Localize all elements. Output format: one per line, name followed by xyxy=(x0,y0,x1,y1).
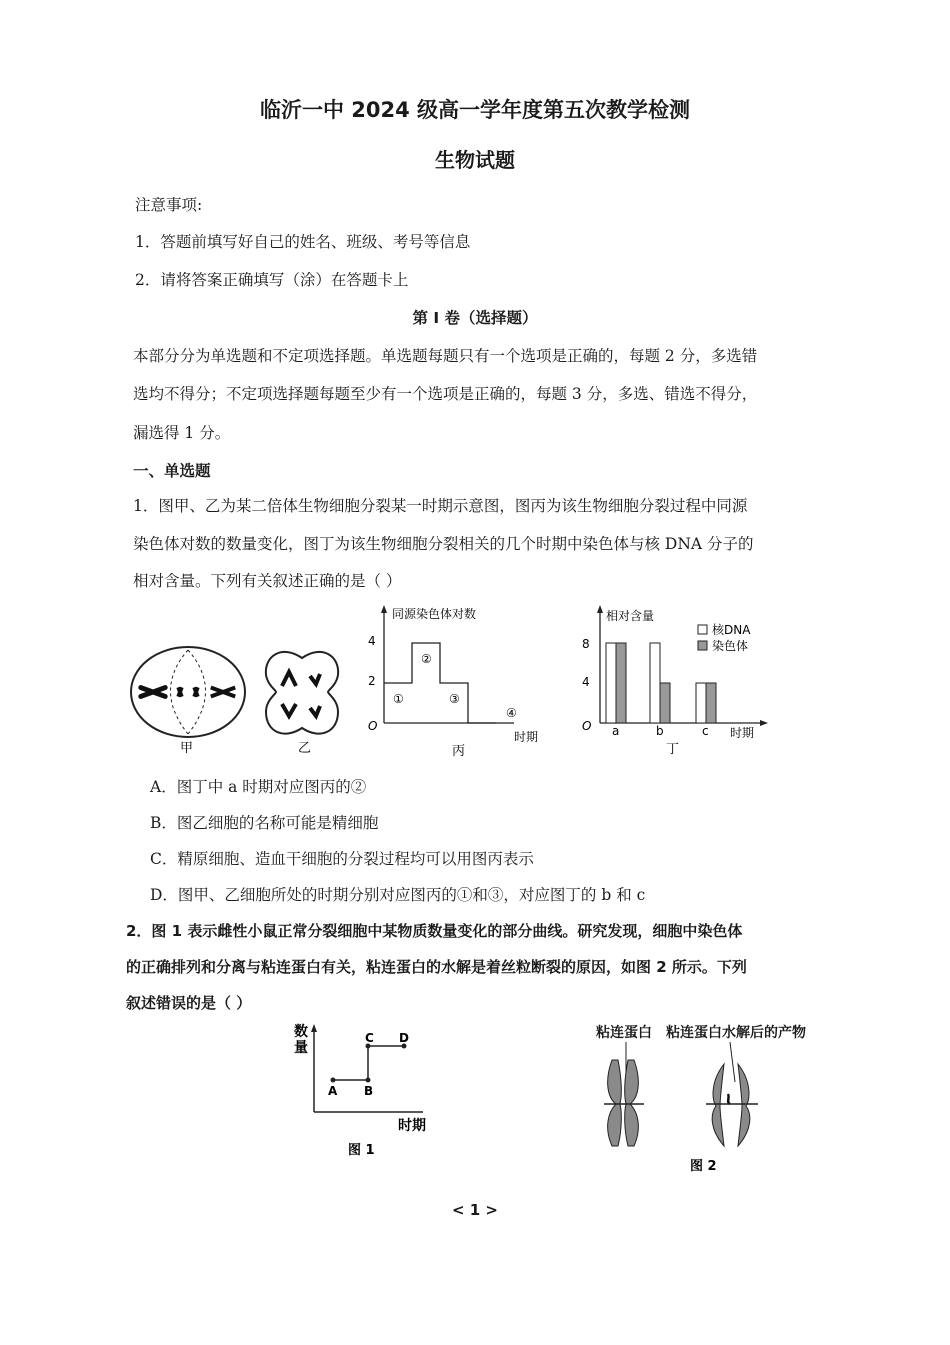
bing-stage-1: ① xyxy=(393,692,404,706)
bing-series-line xyxy=(384,643,496,723)
bing-title: 同源染色体对数 xyxy=(392,607,477,621)
section-title: 第 I 卷（选择题） xyxy=(412,309,538,327)
section-desc-2: 选均不得分；不定项选择题每题至少有一个选项是正确的，每题 3 分，多选、错选不得分， xyxy=(133,385,758,403)
fig2-pointer-right xyxy=(730,1042,735,1082)
fig2-chromatid-left-b xyxy=(625,1060,639,1146)
ding-bar-a-chromosome xyxy=(616,643,626,723)
q2-stem-2: 的正确排列和分离与粘连蛋白有关，粘连蛋白的水解是着丝粒断裂的原因，如图 2 所示。下列 xyxy=(126,958,747,976)
q2-stem-1: 2．图 1 表示雌性小鼠正常分裂细胞中某物质数量变化的部分曲线。研究发现，细胞中染色体 xyxy=(126,922,743,940)
bing-stage-2: ② xyxy=(421,652,432,666)
fig1-label-b: B xyxy=(364,1084,374,1098)
ding-bar-c-chromosome xyxy=(706,683,716,723)
figure-jia-label: 甲 xyxy=(180,741,194,756)
ding-category-c: c xyxy=(702,724,709,738)
ding-category-a: a xyxy=(612,724,620,738)
fig2-caption: 图 2 xyxy=(690,1159,717,1174)
bing-y-arrow xyxy=(381,605,387,613)
fig2-chromatid-right-a xyxy=(712,1064,724,1146)
ding-title: 相对含量 xyxy=(606,609,655,623)
fig2-hydrolysis-product xyxy=(728,1094,730,1104)
figure-bing-chart xyxy=(362,603,562,763)
fig2-chromatid-right-b xyxy=(738,1064,750,1146)
q2-stem-3: 叙述错误的是（ ） xyxy=(126,994,252,1012)
ding-bar-c-dna xyxy=(696,683,706,723)
q1-stem-1: 1．图甲、乙为某二倍体生物细胞分裂某一时期示意图，图丙为该生物细胞分裂过程中同源 xyxy=(133,497,748,515)
fig1-label-c: C xyxy=(365,1031,374,1045)
legend-label-dna: 核DNA xyxy=(712,623,751,637)
ding-ytick-8: 8 xyxy=(582,637,590,651)
ding-y-arrow xyxy=(597,605,603,613)
q1-stem-3: 相对含量。下列有关叙述正确的是（ ） xyxy=(133,572,402,590)
section-desc-3: 漏选得 1 分。 xyxy=(133,424,231,442)
fig2-chromatid-left-a xyxy=(608,1060,622,1146)
ding-origin: O xyxy=(582,719,592,733)
fig1-caption: 图 1 xyxy=(348,1143,375,1158)
bing-stage-3: ③ xyxy=(449,692,460,706)
exam-subtitle: 生物试题 xyxy=(435,148,515,172)
fig1-ylabel-1: 数 xyxy=(294,1024,308,1040)
fig1-ylabel-2: 量 xyxy=(294,1040,308,1056)
figure-yi-label: 乙 xyxy=(298,741,312,756)
ding-ytick-4: 4 xyxy=(582,675,590,689)
figure-ding-label: 丁 xyxy=(666,742,680,757)
ding-bar-b-chromosome xyxy=(660,683,670,723)
part-heading: 一、单选题 xyxy=(133,462,211,480)
fig1-point-b xyxy=(366,1078,371,1083)
bing-stage-4: ④ xyxy=(506,706,517,720)
ding-bar-b-dna xyxy=(650,643,660,723)
legend-swatch-dna xyxy=(698,625,707,634)
ding-x-arrow xyxy=(760,720,768,726)
fig1-curve xyxy=(333,1046,404,1080)
q2-figure-1 xyxy=(288,1020,438,1165)
fig1-xlabel: 时期 xyxy=(398,1118,426,1134)
q1-stem-2: 染色体对数的数量变化，图丁为该生物细胞分裂相关的几个时期中染色体与核 DNA 分子的 xyxy=(133,535,754,553)
q1-option-b[interactable]: B．图乙细胞的名称可能是精细胞 xyxy=(150,814,379,832)
figure-ding-chart xyxy=(578,603,773,763)
section-desc-1: 本部分分为单选题和不定项选择题。单选题每题只有一个选项是正确的，每题 2 分，多选错 xyxy=(133,347,758,365)
fig1-point-a xyxy=(331,1078,336,1083)
ding-bar-a-dna xyxy=(606,643,616,723)
bing-origin: O xyxy=(368,719,378,733)
fig1-label-a: A xyxy=(328,1084,338,1098)
notice-heading: 注意事项: xyxy=(135,196,203,214)
fig2-label-left: 粘连蛋白 xyxy=(596,1025,652,1041)
q1-option-c[interactable]: C．精原细胞、造血干细胞的分裂过程均可以用图丙表示 xyxy=(150,850,534,868)
ding-xlabel: 时期 xyxy=(730,726,755,740)
figure-jia xyxy=(128,640,253,760)
bing-xlabel: 时期 xyxy=(514,730,539,744)
fig1-label-d: D xyxy=(399,1031,409,1045)
exam-title: 临沂一中 2024 级高一学年度第五次教学检测 xyxy=(259,98,691,122)
legend-swatch-chromosome xyxy=(698,641,707,650)
ding-category-b: b xyxy=(656,724,664,738)
figure-yi xyxy=(262,640,344,760)
bing-ytick-2: 2 xyxy=(368,674,376,688)
q1-option-a[interactable]: A．图丁中 a 时期对应图丙的② xyxy=(150,778,367,796)
fig2-label-right: 粘连蛋白水解后的产物 xyxy=(666,1025,806,1041)
q1-option-d[interactable]: D．图甲、乙细胞所处的时期分别对应图丙的①和③，对应图丁的 b 和 c xyxy=(150,886,646,904)
fig1-y-arrow xyxy=(311,1024,317,1032)
figure-bing-label: 丙 xyxy=(452,744,466,759)
bing-ytick-4: 4 xyxy=(368,634,376,648)
q2-figure-2 xyxy=(598,1042,778,1174)
notice-item-2: 2．请将答案正确填写（涂）在答题卡上 xyxy=(135,271,409,289)
page-number: < 1 > xyxy=(451,1201,499,1219)
legend-label-chromosome: 染色体 xyxy=(712,639,749,653)
notice-item-1: 1．答题前填写好自己的姓名、班级、考号等信息 xyxy=(135,233,471,251)
